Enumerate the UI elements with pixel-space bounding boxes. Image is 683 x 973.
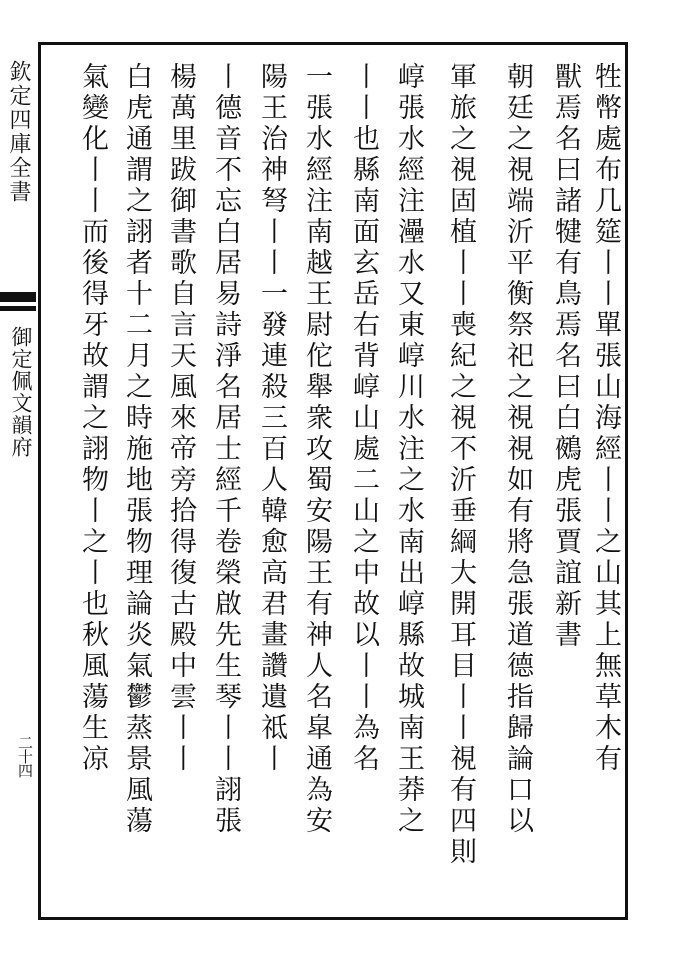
- text-column-3: [497, 62, 537, 907]
- text-column-8: [251, 62, 291, 907]
- column-text: 軍旅之視固植丨丨喪紀之視不沂垂綱大開耳目丨丨視有四則: [445, 62, 476, 868]
- column-text: 一張水經注南越王尉佗舉衆攻蜀安陽王有神人名皐通為安: [301, 62, 332, 837]
- book-title: 御定佩文韻府: [9, 326, 33, 458]
- column-text: 陽王治神弩丨丨一發連殺三百人韓愈高君畫讚遺祗丨: [256, 62, 287, 775]
- column-text: 崞張水經注灅水又東崞川水注之水南出崞縣故城南王莽之: [393, 62, 424, 837]
- fish-tail-rule: [0, 306, 36, 311]
- column-text: 朝廷之視端沂平衡祭祀之視視如有將急張道德指歸論口以: [502, 62, 533, 837]
- text-column-4: [440, 62, 480, 907]
- column-text: 牲幣處布几筵丨丨單張山海經丨丨之山其上無草木有: [590, 62, 621, 775]
- column-text: 獸焉名曰諸犍有鳥焉名曰白鵺虎張賈誼新書: [550, 62, 581, 651]
- gutter-margin: [0, 0, 38, 973]
- text-column-10: [160, 62, 200, 907]
- page-number: 二十四: [16, 735, 34, 777]
- column-text: 丨丨也縣南面玄岳右背崞山處二山之中故以丨丨為名: [348, 62, 379, 775]
- column-text: 氣變化丨丨而後得牙故謂之詡物丨之丨也秋風蕩生凉: [77, 62, 108, 775]
- text-column-11: [116, 62, 156, 907]
- text-column-2: [545, 62, 585, 907]
- fish-tail-mark: [0, 292, 36, 302]
- column-text: 丨德音不忘白居易詩淨名居士經千卷榮啟先生琴丨丨詡張: [210, 62, 241, 837]
- library-header: 欽定四庫全書: [6, 60, 31, 204]
- text-column-12: [72, 62, 112, 907]
- text-column-6: [343, 62, 383, 907]
- text-column-9: [205, 62, 245, 907]
- text-column-1: [585, 62, 625, 907]
- column-text: 白虎通謂之詡者十二月之時施地張物理論炎氣鬱蒸景風蕩: [121, 62, 152, 837]
- text-column-7: [296, 62, 336, 907]
- text-column-5: [388, 62, 428, 907]
- column-text: 楊萬里跋御書歌自言天風來帝旁拾得復古殿中雲丨丨: [165, 62, 196, 775]
